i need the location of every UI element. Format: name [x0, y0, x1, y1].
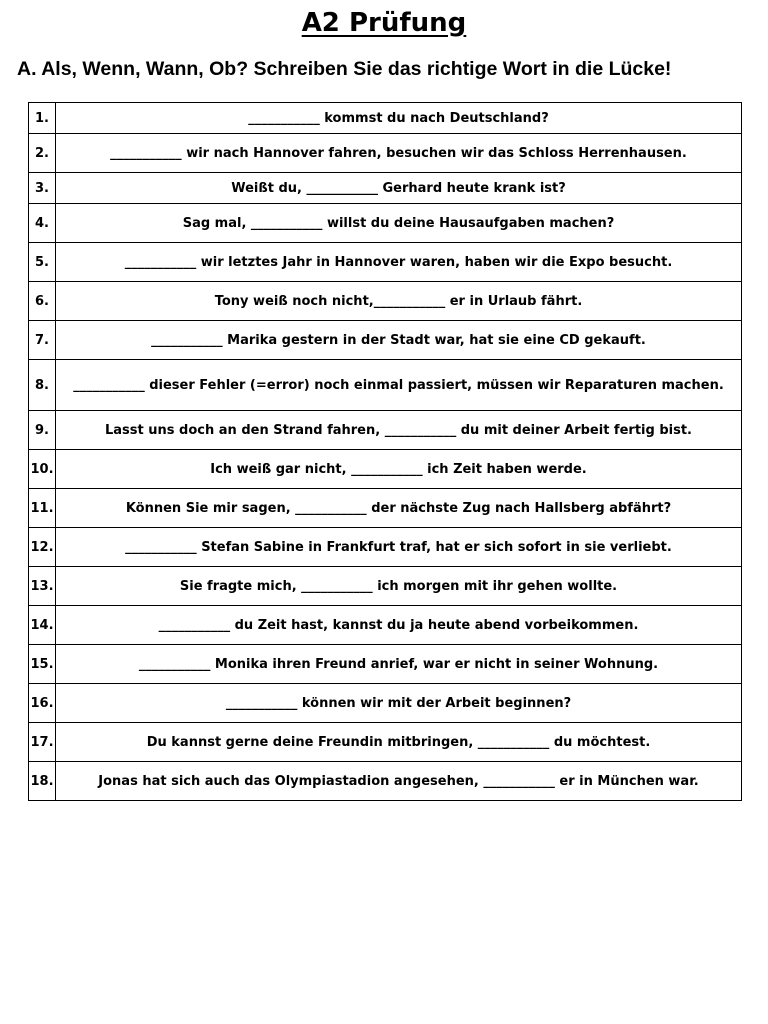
item-sentence: Tony weiß noch nicht,___________ er in Urlaub fährt.	[56, 282, 742, 321]
table-row	[29, 762, 742, 801]
item-number: 14.	[29, 606, 56, 645]
item-sentence: ___________ kommst du nach Deutschland?	[56, 103, 742, 134]
item-sentence: Du kannst gerne deine Freundin mitbringen, ___________ du möchtest.	[56, 723, 742, 762]
table-row	[29, 360, 742, 411]
item-number: 4.	[29, 204, 56, 243]
item-number: 9.	[29, 411, 56, 450]
item-number: 3.	[29, 173, 56, 204]
item-number: 18.	[29, 762, 56, 801]
table-row	[29, 411, 742, 450]
exercise-table	[28, 102, 742, 801]
item-number: 10.	[29, 450, 56, 489]
table-row	[29, 173, 742, 204]
item-sentence: Sie fragte mich, ___________ ich morgen mit ihr gehen wollte.	[56, 567, 742, 606]
item-number: 6.	[29, 282, 56, 321]
item-sentence: Ich weiß gar nicht, ___________ ich Zeit haben werde.	[56, 450, 742, 489]
item-number: 17.	[29, 723, 56, 762]
item-number: 7.	[29, 321, 56, 360]
item-sentence: Jonas hat sich auch das Olympiastadion angesehen, ___________ er in München war.	[56, 762, 742, 801]
item-sentence: Können Sie mir sagen, ___________ der nächste Zug nach Hallsberg abfährt?	[56, 489, 742, 528]
item-number: 16.	[29, 684, 56, 723]
item-number: 8.	[29, 360, 56, 411]
item-number: 12.	[29, 528, 56, 567]
item-number: 5.	[29, 243, 56, 282]
item-number: 1.	[29, 103, 56, 134]
item-sentence: Lasst uns doch an den Strand fahren, ___________ du mit deiner Arbeit fertig bist.	[56, 411, 742, 450]
item-sentence: ___________ dieser Fehler (=error) noch einmal passiert, müssen wir Reparaturen machen.	[56, 360, 742, 411]
table-row	[29, 489, 742, 528]
table-row	[29, 528, 742, 567]
item-sentence: ___________ du Zeit hast, kannst du ja heute abend vorbeikommen.	[56, 606, 742, 645]
table-row	[29, 606, 742, 645]
item-sentence: ___________ Stefan Sabine in Frankfurt traf, hat er sich sofort in sie verliebt.	[56, 528, 742, 567]
item-number: 15.	[29, 645, 56, 684]
item-sentence: ___________ können wir mit der Arbeit beginnen?	[56, 684, 742, 723]
item-sentence: ___________ Marika gestern in der Stadt war, hat sie eine CD gekauft.	[56, 321, 742, 360]
table-row	[29, 243, 742, 282]
table-row	[29, 684, 742, 723]
table-row	[29, 103, 742, 134]
item-number: 11.	[29, 489, 56, 528]
table-row	[29, 723, 742, 762]
item-sentence: ___________ wir nach Hannover fahren, besuchen wir das Schloss Herrenhausen.	[56, 134, 742, 173]
item-number: 13.	[29, 567, 56, 606]
table-row	[29, 450, 742, 489]
table-row	[29, 204, 742, 243]
item-sentence: Sag mal, ___________ willst du deine Hausaufgaben machen?	[56, 204, 742, 243]
table-row	[29, 282, 742, 321]
item-sentence: Weißt du, ___________ Gerhard heute krank ist?	[56, 173, 742, 204]
table-row	[29, 567, 742, 606]
table-row	[29, 321, 742, 360]
table-row	[29, 134, 742, 173]
exercise-instruction: A. Als, Wenn, Wann, Ob? Schreiben Sie das richtige Wort in die Lücke!	[17, 58, 672, 80]
table-row	[29, 645, 742, 684]
page-title: A2 Prüfung	[301, 8, 467, 38]
item-sentence: ___________ wir letztes Jahr in Hannover waren, haben wir die Expo besucht.	[56, 243, 742, 282]
item-sentence: ___________ Monika ihren Freund anrief, war er nicht in seiner Wohnung.	[56, 645, 742, 684]
item-number: 2.	[29, 134, 56, 173]
